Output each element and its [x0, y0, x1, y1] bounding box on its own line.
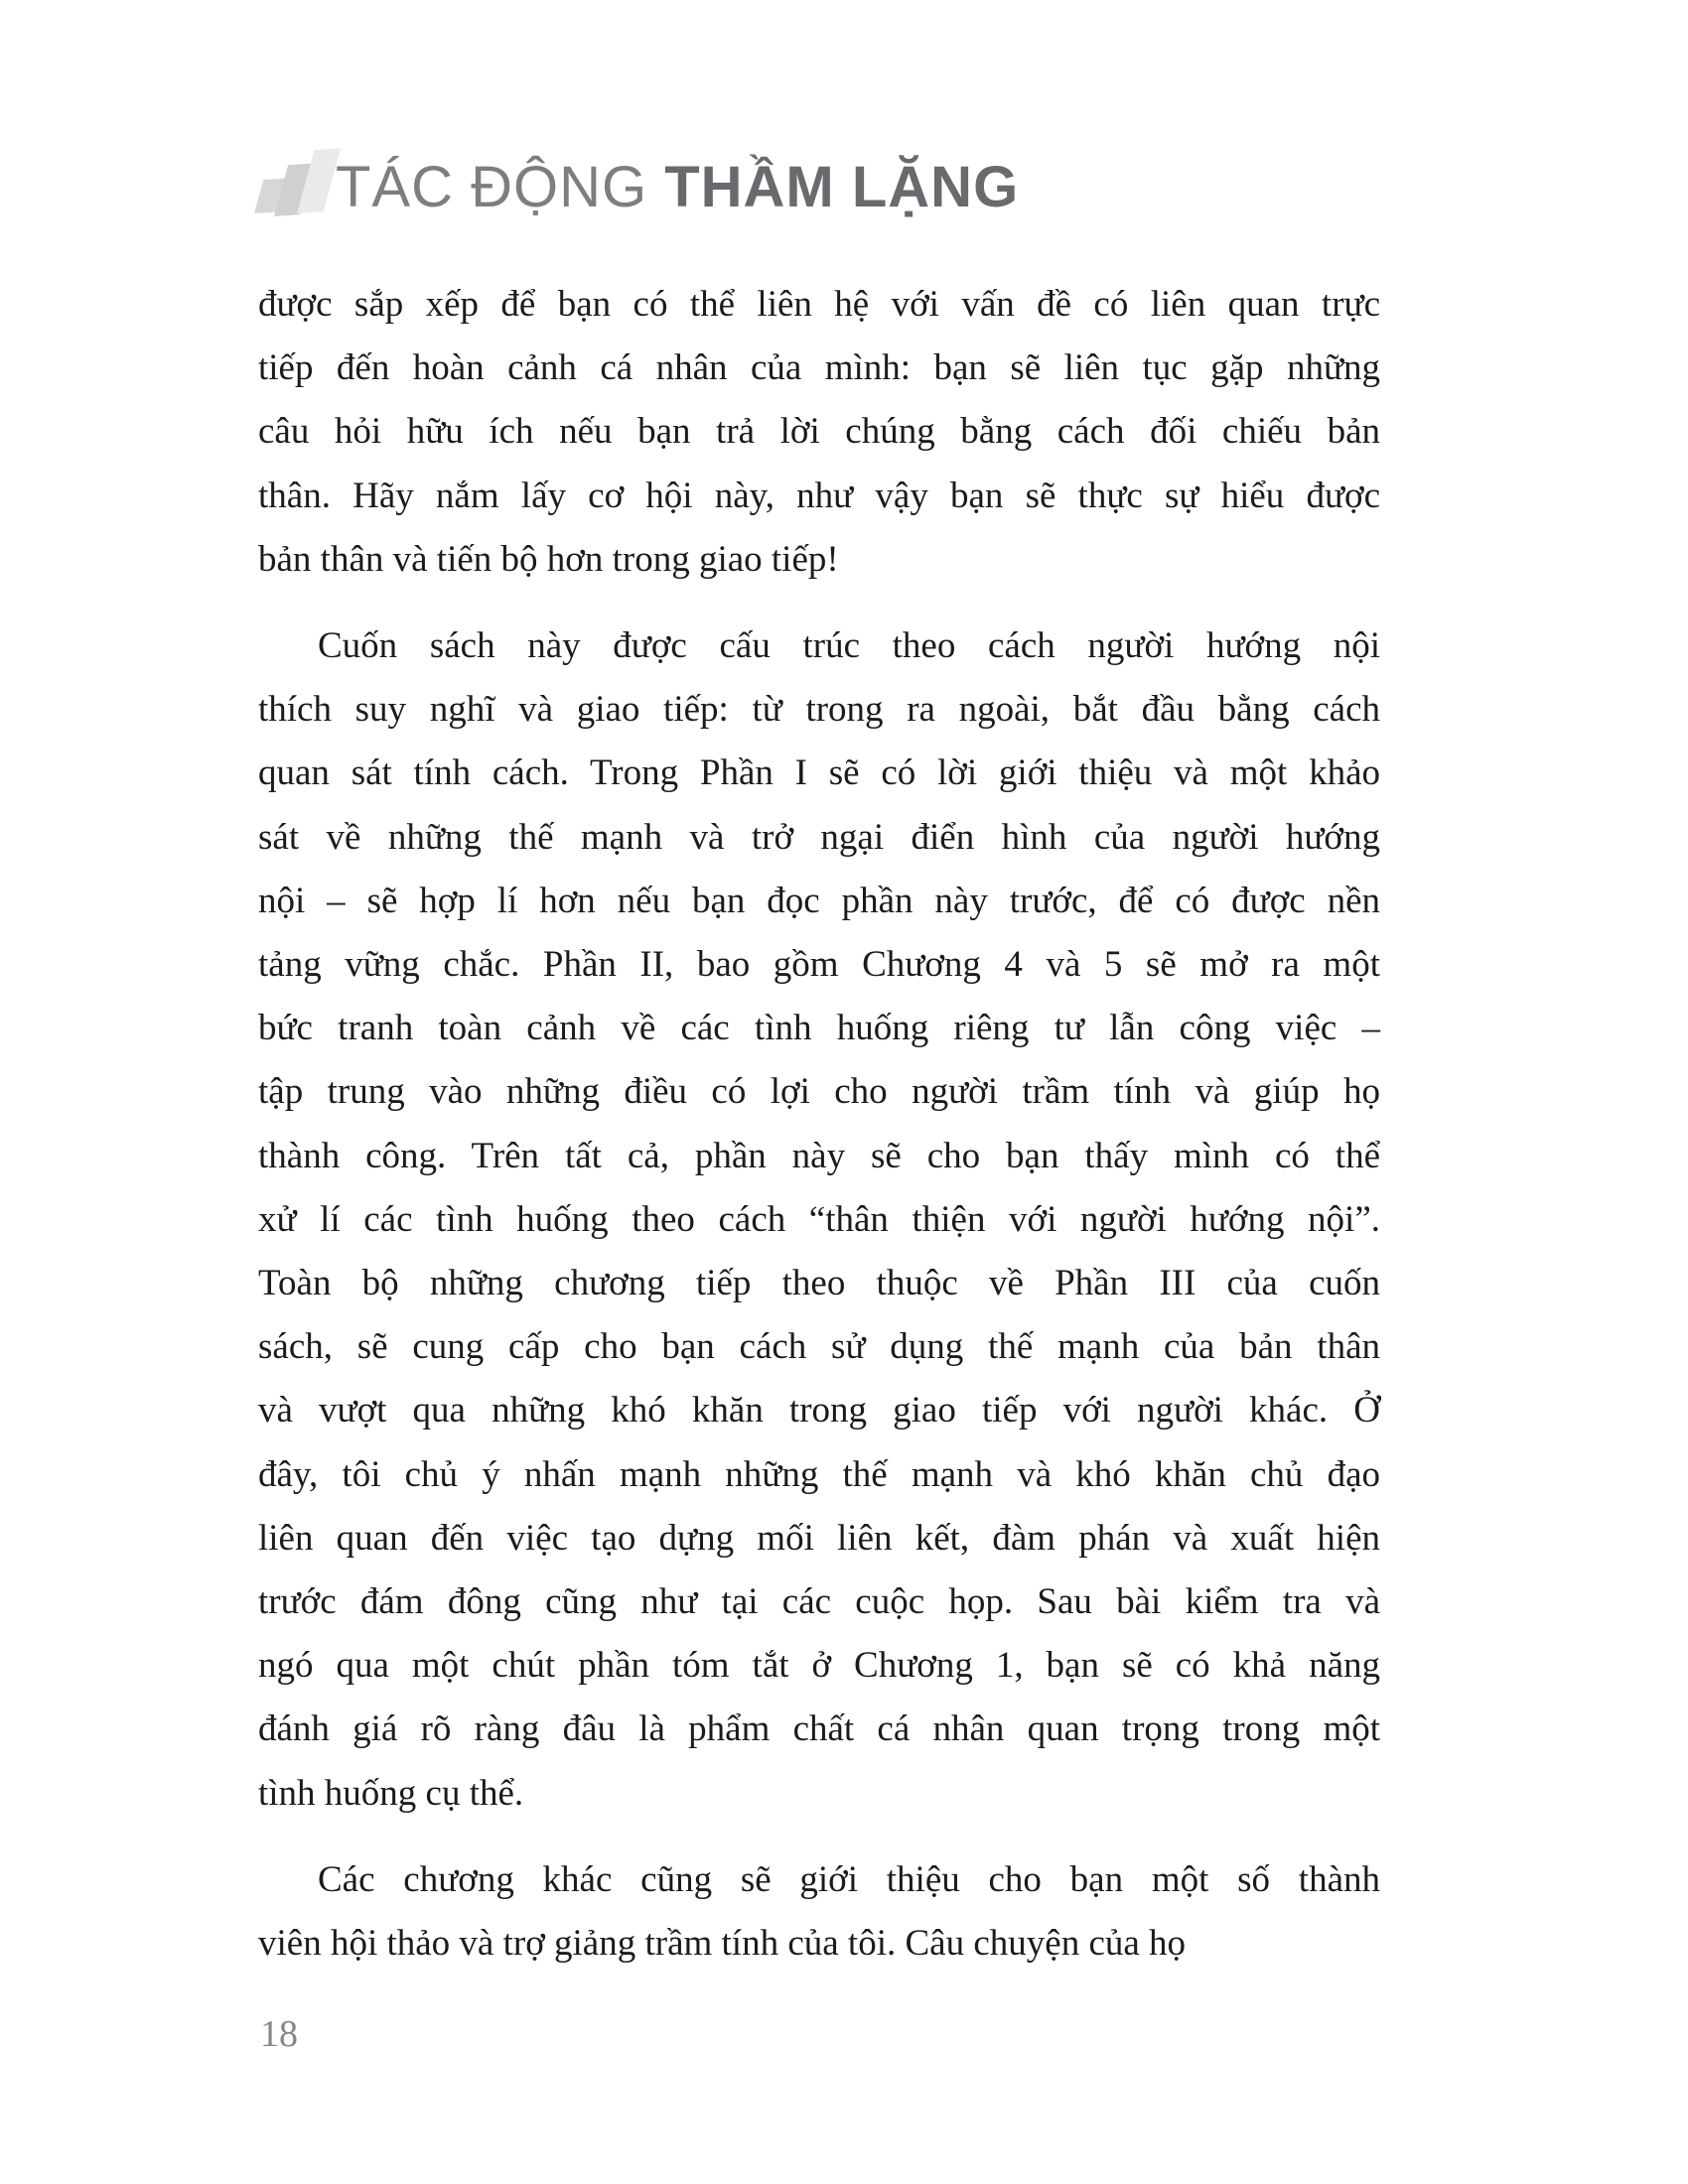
text-line: thân. Hãy nắm lấy cơ hội này, như vậy bạn sẽ thực sự hiểu được — [258, 475, 1380, 516]
text-line: bản thân và tiến bộ hơn trong giao tiếp! — [258, 538, 839, 580]
text-line: nội – sẽ hợp lí hơn nếu bạn đọc phần này trước, để có được nền — [258, 880, 1380, 921]
text-line: Cuốn sách này được cấu trúc theo cách người hướng nội — [318, 625, 1380, 667]
body-text — [258, 273, 1380, 1976]
text-line: thích suy nghĩ và giao tiếp: từ trong ra ngoài, bắt đầu bằng cách — [258, 689, 1380, 731]
text-line: được sắp xếp để bạn có thể liên hệ với vấn đề có liên quan trực — [258, 284, 1380, 325]
paragraph — [258, 614, 1380, 1826]
book-title — [336, 155, 1020, 219]
paragraph — [258, 1848, 1380, 1976]
book-logo-icon — [250, 147, 350, 216]
text-line: tập trung vào những điều có lợi cho người trầm tính và giúp họ — [258, 1071, 1380, 1113]
text-line: câu hỏi hữu ích nếu bạn trả lời chúng bằng cách đối chiếu bản — [258, 411, 1380, 453]
text-line: tiếp đến hoàn cảnh cá nhân của mình: bạn sẽ liên tục gặp những — [258, 347, 1380, 389]
text-line: xử lí các tình huống theo cách “thân thiện với người hướng nội”. — [258, 1198, 1380, 1240]
text-line: và vượt qua những khó khăn trong giao tiếp với người khác. Ở — [258, 1390, 1380, 1432]
text-line: trước đám đông cũng như tại các cuộc họp. Sau bài kiểm tra và — [258, 1581, 1380, 1623]
text-line: đánh giá rõ ràng đâu là phẩm chất cá nhân quan trọng trong một — [258, 1708, 1380, 1750]
text-line: viên hội thảo và trợ giảng trầm tính của tôi. Câu chuyện của họ — [258, 1923, 1187, 1965]
running-head — [250, 147, 1020, 219]
text-line: sát về những thế mạnh và trở ngại điển hình của người hướng — [258, 816, 1380, 858]
text-line: tình huống cụ thể. — [258, 1772, 524, 1814]
text-line: Các chương khác cũng sẽ giới thiệu cho bạn một số thành — [318, 1858, 1380, 1900]
text-line: tảng vững chắc. Phần II, bao gồm Chương 4 và 5 sẽ mở ra một — [258, 944, 1380, 986]
text-line: quan sát tính cách. Trong Phần I sẽ có lời giới thiệu và một khảo — [258, 752, 1380, 794]
book-title-regular: TÁC ĐỘNG — [336, 155, 665, 219]
page-number: 18 — [260, 2013, 298, 2055]
text-line: thành công. Trên tất cả, phần này sẽ cho bạn thấy mình có thể — [258, 1135, 1380, 1176]
text-line: liên quan đến việc tạo dựng mối liên kết, đàm phán và xuất hiện — [258, 1517, 1380, 1559]
text-line: bức tranh toàn cảnh về các tình huống riêng tư lẫn công việc – — [258, 1008, 1380, 1049]
text-line: sách, sẽ cung cấp cho bạn cách sử dụng thế mạnh của bản thân — [258, 1326, 1380, 1368]
text-line: ngó qua một chút phần tóm tắt ở Chương 1, bạn sẽ có khả năng — [258, 1645, 1380, 1687]
paragraph — [258, 273, 1380, 592]
text-line: Toàn bộ những chương tiếp theo thuộc về Phần III của cuốn — [258, 1263, 1380, 1304]
book-title-bold: THẦM LẶNG — [664, 155, 1020, 219]
text-line: đây, tôi chủ ý nhấn mạnh những thế mạnh và khó khăn chủ đạo — [258, 1453, 1380, 1495]
